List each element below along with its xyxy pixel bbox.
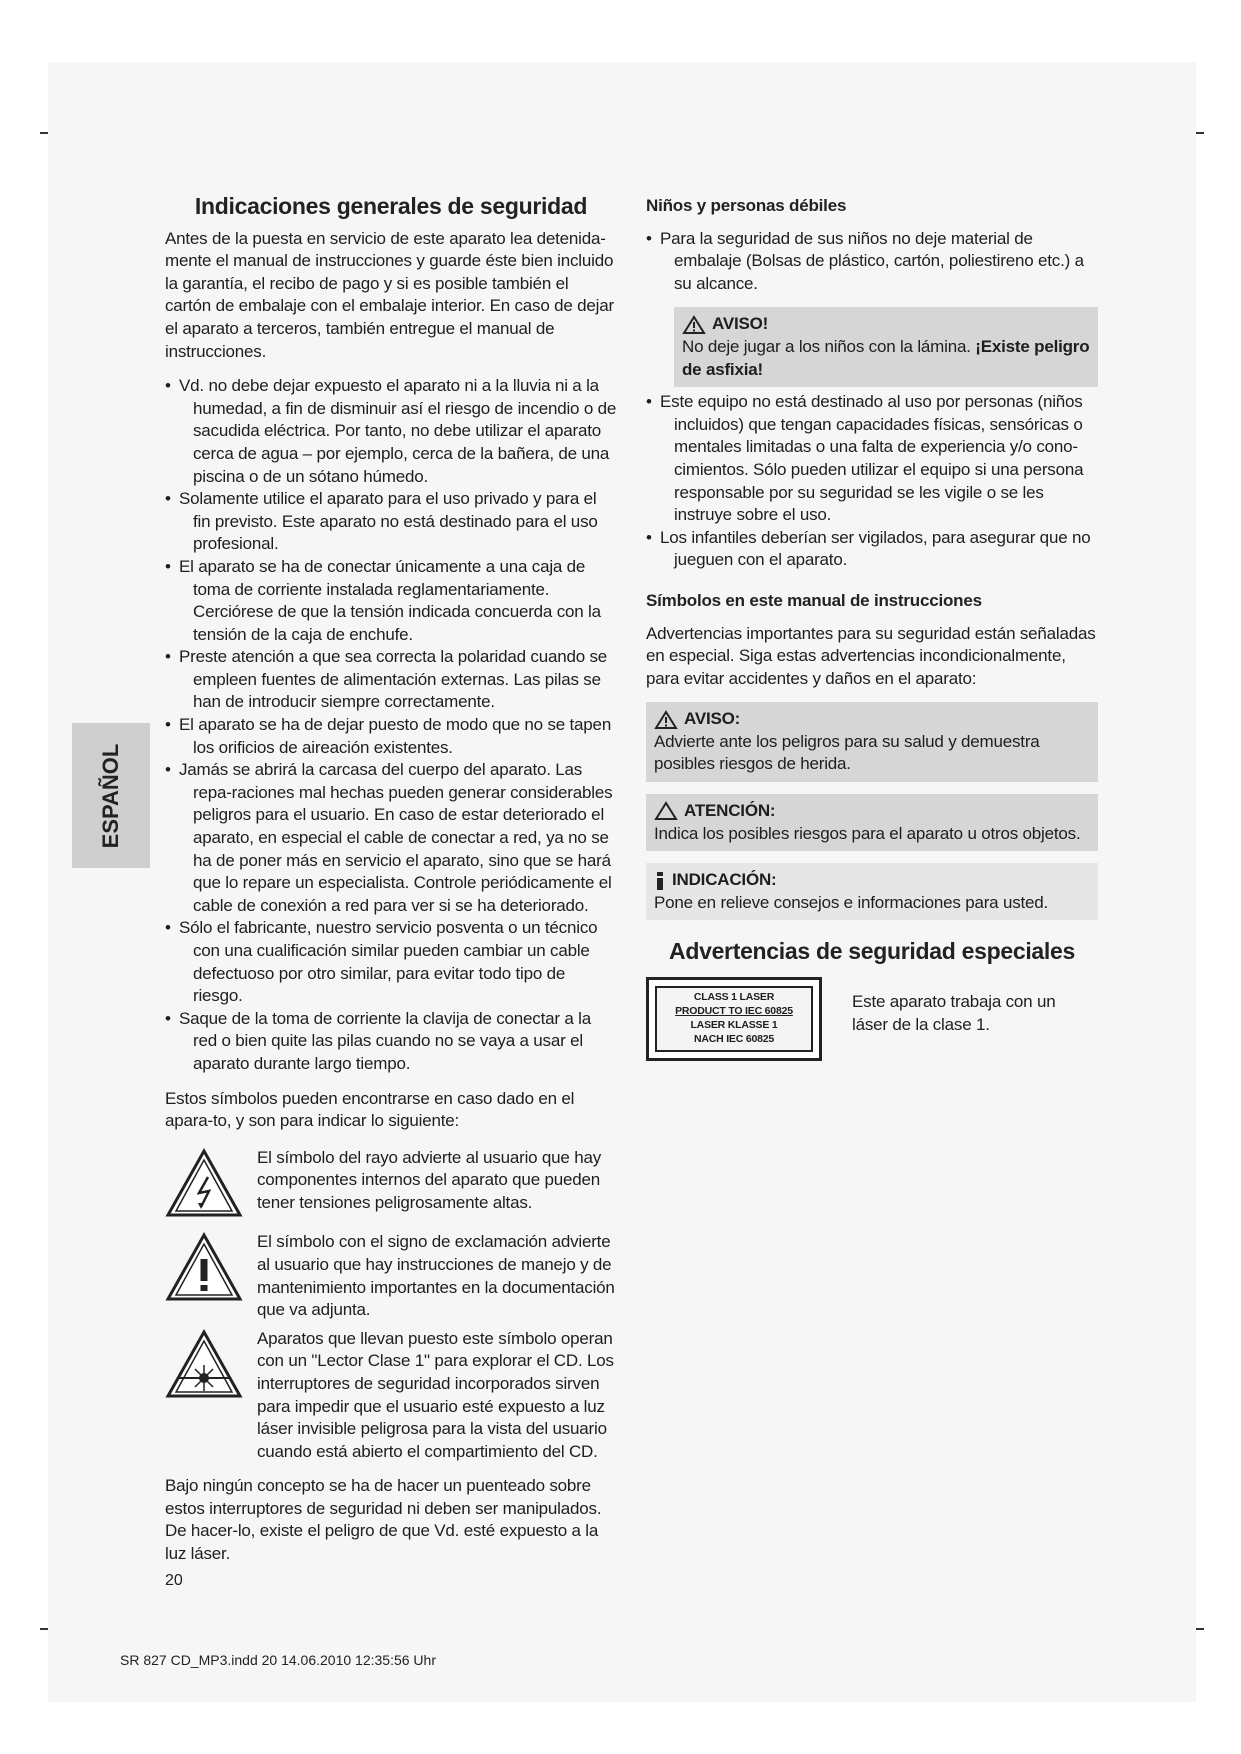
symbols-heading: Símbolos en este manual de instrucciones — [646, 590, 982, 610]
indicacion-text: Pone en relieve consejos e informaciones para usted. — [654, 892, 1049, 912]
kids-bullet-list — [646, 228, 1098, 296]
indicacion-box — [646, 863, 1098, 920]
indicacion-title-text: INDICACIÓN: — [672, 870, 777, 890]
aviso-box — [646, 702, 1098, 782]
kids-heading: Niños y personas débiles — [646, 196, 847, 215]
atencion-text: Indica los posibles riesgos para el aparato u otros objetos. — [654, 823, 1081, 843]
list-item: • El aparato se ha de dejar puesto de modo que no se tapen los orificios de aireación existentes. — [165, 714, 617, 759]
symbol-description: El símbolo del rayo advierte al usuario que hay componentes internos del aparato que pueden tener tensiones peligrosamente altas. — [257, 1147, 602, 1212]
aviso-title-text: AVISO: — [684, 709, 741, 729]
kids-bullet-list-2 — [646, 391, 1098, 572]
print-footer: SR 827 CD_MP3.indd 20 14.06.2010 12:35:56 Uhr — [120, 1652, 436, 1668]
list-item: • Jamás se abrirá la carcasa del cuerpo del aparato. Las repa-raciones mal hechas pueden generar considerables peligros para el usuario. En caso de estar deteriorado el aparato, en especial el cable de conectar a red, ya no se ha de poner más en servicio el aparato, sino que se hará que lo repare un especialista. Controle periódicamente el cable de conexión a red para ver si se ha deteriorado. — [165, 759, 617, 917]
symbol-description: Aparatos que llevan puesto este símbolo operan con un "Lector Clase 1" para explorar el CD. Los interruptores de seguridad incorporados sirven para impedir que el usuario esté expuesto a luz láser invisible peligrosa para la vista del usuario cuando está abierto el compartimiento del CD. — [257, 1328, 614, 1461]
left-column — [165, 195, 617, 1566]
atencion-title — [654, 800, 1090, 823]
laser-label-line: LASER KLASSE 1 — [690, 1019, 778, 1032]
laser-description: Este aparato trabaja con un láser de la clase 1. — [852, 992, 1056, 1034]
language-tab — [72, 723, 150, 868]
atencion-title-text: ATENCIÓN: — [684, 801, 776, 821]
symbol-row — [165, 1147, 617, 1226]
atencion-box — [646, 794, 1098, 851]
safety-bullet-list — [165, 375, 617, 1075]
symbols-paragraph: Advertencias importantes para su seguridad están señaladas en especial. Siga estas advertencias incondicionalmente, para evitar accidentes y daños en el aparato: — [646, 623, 1096, 688]
symbol-row — [165, 1328, 617, 1464]
warning-box-children — [674, 307, 1098, 387]
language-tab-label: ESPAÑOL — [98, 743, 123, 848]
warning-body: No deje jugar a los niños con la lámina. — [682, 336, 976, 356]
aviso-title — [654, 708, 1090, 731]
intro-paragraph: Antes de la puesta en servicio de este aparato lea detenida-mente el manual de instrucciones y guarde éste bien incluido la garantía, el recibo de pago y si es posible también el cartón de embalaje con el embalaje interior. En caso de dejar el aparato a terceros, también entregue el manual de instrucciones. — [165, 228, 614, 361]
list-item: • Este equipo no está destinado al uso por personas (niños incluidos) que tengan capacidades físicas, sensóricas o mentales limitadas o una falta de experiencia y/o cono-cimientos. Sólo pueden utilizar el equipo si una persona responsable por su seguridad se les vigile o se les instruye sobre el uso. — [646, 391, 1098, 527]
laser-label-line: NACH IEC 60825 — [693, 1033, 775, 1046]
warning-title-text: AVISO! — [712, 314, 769, 334]
laser-label-line: CLASS 1 LASER — [693, 991, 775, 1004]
closing-paragraph: Bajo ningún concepto se ha de hacer un puenteado sobre estos interruptores de seguridad ni deben ser manipulados. De hacer-lo, existe el peligro de que Vd. esté expuesto a la luz láser. — [165, 1476, 602, 1564]
list-item: • Vd. no debe dejar expuesto el aparato ni a la lluvia ni a la humedad, a fin de disminuir así el riesgo de incendio o de sacudida eléctrica. Por tanto, no debe utilizar el aparato cerca de agua – por ejemplo, cerca de la bañera, de una piscina o de un sótano húmedo. — [165, 375, 617, 488]
general-safety-title: Indicaciones generales de seguridad — [194, 193, 588, 219]
special-safety-title: Advertencias de seguridad especiales — [669, 938, 1075, 965]
lightning-warning-icon — [165, 1147, 243, 1226]
right-column — [646, 195, 1098, 1061]
laser-section — [646, 977, 1098, 1061]
aviso-text: Advierte ante los peligros para su salud y demuestra posibles riesgos de herida. — [654, 731, 1040, 774]
list-item: • Para la seguridad de sus niños no deje material de embalaje (Bolsas de plástico, cartón, poliestireno etc.) a su alcance. — [646, 228, 1098, 296]
warning-text — [682, 336, 1090, 381]
list-item: • Saque de la toma de corriente la clavija de conectar a la red o bien quite las pilas cuando no se vaya a usar el aparato durante largo tiempo. — [165, 1008, 617, 1076]
info-icon — [654, 871, 666, 891]
laser-label-line: PRODUCT TO IEC 60825 — [675, 1005, 793, 1018]
list-item: • Preste atención a que sea correcta la polaridad cuando se empleen fuentes de alimentación externas. Las pilas se han de introducir siempre correctamente. — [165, 646, 617, 714]
warning-triangle-icon — [682, 315, 706, 335]
warning-emphasis: ¡Existe peligro de asfixia! — [682, 336, 1090, 379]
warning-title — [682, 313, 1090, 336]
warning-triangle-icon — [654, 710, 678, 730]
symbol-row — [165, 1231, 617, 1321]
indicacion-title — [654, 869, 1090, 892]
caution-triangle-icon — [654, 801, 678, 821]
laser-class-label-inner — [655, 986, 813, 1052]
page-number: 20 — [165, 1572, 183, 1589]
symbols-intro: Estos símbolos pueden encontrarse en caso dado en el apara-to, y son para indicar lo siguiente: — [165, 1088, 575, 1131]
list-item: • El aparato se ha de conectar únicamente a una caja de toma de corriente instalada reglamentariamente. Cerciórese de que la tensión indicada concuerda con la tensión de la caja de enchufe. — [165, 556, 617, 646]
exclamation-warning-icon — [165, 1231, 243, 1321]
symbol-description: El símbolo con el signo de exclamación advierte al usuario que hay instrucciones de manejo y de mantenimiento importantes en la documentación que va adjunta. — [257, 1232, 615, 1320]
laser-class-label — [646, 977, 822, 1061]
list-item: • Sólo el fabricante, nuestro servicio posventa o un técnico con una cualificación similar pueden cambiar un cable defectuoso por otro similar, para evitar todo tipo de riesgo. — [165, 917, 617, 1007]
list-item: • Los infantiles deberían ser vigilados, para asegurar que no jueguen con el aparato. — [646, 527, 1098, 572]
list-item: • Solamente utilice el aparato para el uso privado y para el fin previsto. Este aparato no está destinado para el uso profesional. — [165, 488, 617, 556]
laser-warning-icon — [165, 1328, 243, 1464]
